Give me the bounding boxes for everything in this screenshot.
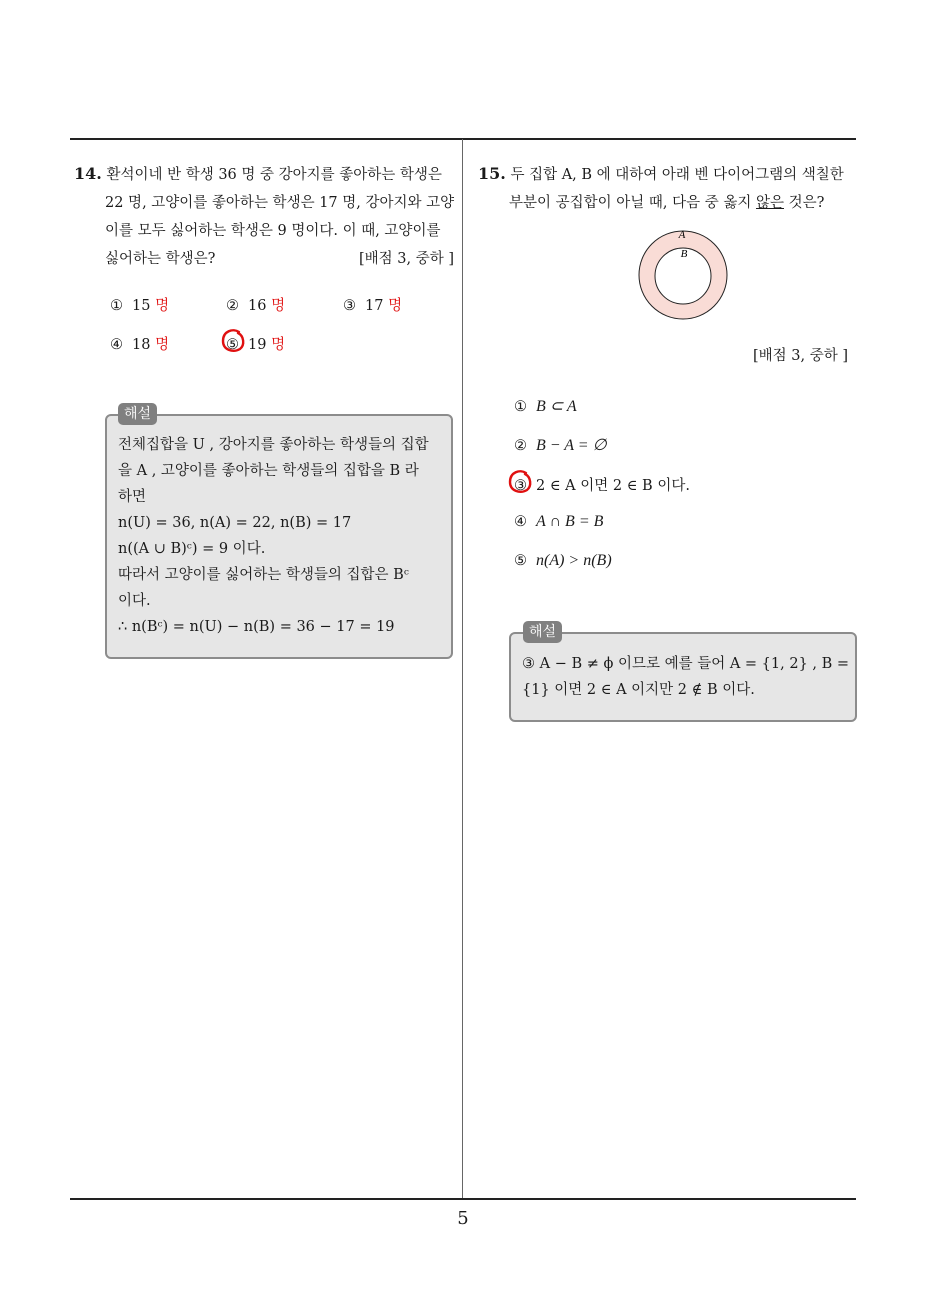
q15-choice-3[interactable]: ③ 2 ∈ A 이면 2 ∈ B 이다. bbox=[514, 478, 690, 494]
question-15-line-2: 부분이 공집합이 아닐 때, 다음 중 옳지 않은 것은? bbox=[509, 195, 825, 211]
question-14-score: [배점 3, 중하 ] bbox=[358, 251, 454, 267]
answer-circle-mark bbox=[220, 328, 246, 354]
question-15-number: 15. bbox=[478, 164, 506, 183]
q15-choice-1[interactable]: ① B ⊂ A bbox=[514, 398, 577, 415]
bottom-rule bbox=[70, 1198, 856, 1200]
page-number: 5 bbox=[457, 1208, 469, 1229]
top-rule bbox=[70, 138, 856, 140]
q15-choice-2[interactable]: ② B − A = ∅ bbox=[514, 437, 607, 454]
q14-choice-2[interactable]: ② 16 명 bbox=[226, 298, 286, 314]
column-divider bbox=[462, 139, 463, 1198]
question-14-number: 14. bbox=[74, 164, 102, 183]
q14-choice-3[interactable]: ③ 17 명 bbox=[343, 298, 403, 314]
question-15-line-1: 15. 두 집합 A, B 에 대하여 아래 벤 다이어그램의 색칠한 bbox=[478, 164, 844, 183]
q14-solution-text: 전체집합을 U , 강아지를 좋아하는 학생들의 집합 을 A , 고양이를 좋아하는 학생들의 집합을 B 라 하면 n(U) = 36, n(A) = 22, n(B) = 17 n((A ∪ B)ᶜ) = 9 이다. 따라서 고양이를 싫어하는 학생들의 집합은 Bᶜ 이다. ∴ n(Bᶜ) = n(U) − n(B) = 36 − 17 = 19 bbox=[118, 437, 429, 635]
q15-choice-5[interactable]: ⑤ n(A) > n(B) bbox=[514, 552, 612, 569]
q15-solution-tag: 해설 bbox=[523, 621, 562, 643]
question-15-score: [배점 3, 중하 ] bbox=[753, 348, 849, 364]
q15-choice-4[interactable]: ④ A ∩ B = B bbox=[514, 513, 604, 530]
question-14-line-1: 14. 환석이네 반 학생 36 명 중 강아지를 좋아하는 학생은 bbox=[74, 164, 442, 183]
venn-label-a: A bbox=[678, 229, 686, 241]
venn-diagram bbox=[634, 226, 734, 326]
venn-label-b: B bbox=[680, 248, 688, 260]
q15-solution-text: ③ A − B ≠ ϕ 이므로 예를 들어 A = {1, 2} , B = {1} 이면 2 ∈ A 이지만 2 ∉ B 이다. bbox=[522, 656, 850, 698]
question-14-line-3: 이를 모두 싫어하는 학생은 9 명이다. 이 때, 고양이를 bbox=[105, 223, 441, 239]
q14-solution-tag: 해설 bbox=[118, 403, 157, 425]
question-14-line-2: 22 명, 고양이를 좋아하는 학생은 17 명, 강아지와 고양 bbox=[105, 195, 455, 211]
question-14 bbox=[74, 160, 454, 273]
answer-circle-mark bbox=[507, 469, 533, 495]
question-14-line-4: 싫어하는 학생은? [배점 3, 중하 ] bbox=[74, 245, 454, 273]
q14-choice-4[interactable]: ④ 18 명 bbox=[110, 337, 170, 353]
q14-choice-1[interactable]: ① 15 명 bbox=[110, 298, 170, 314]
q14-choice-5[interactable]: ⑤ 19 명 bbox=[226, 337, 286, 353]
question-15 bbox=[478, 160, 862, 217]
